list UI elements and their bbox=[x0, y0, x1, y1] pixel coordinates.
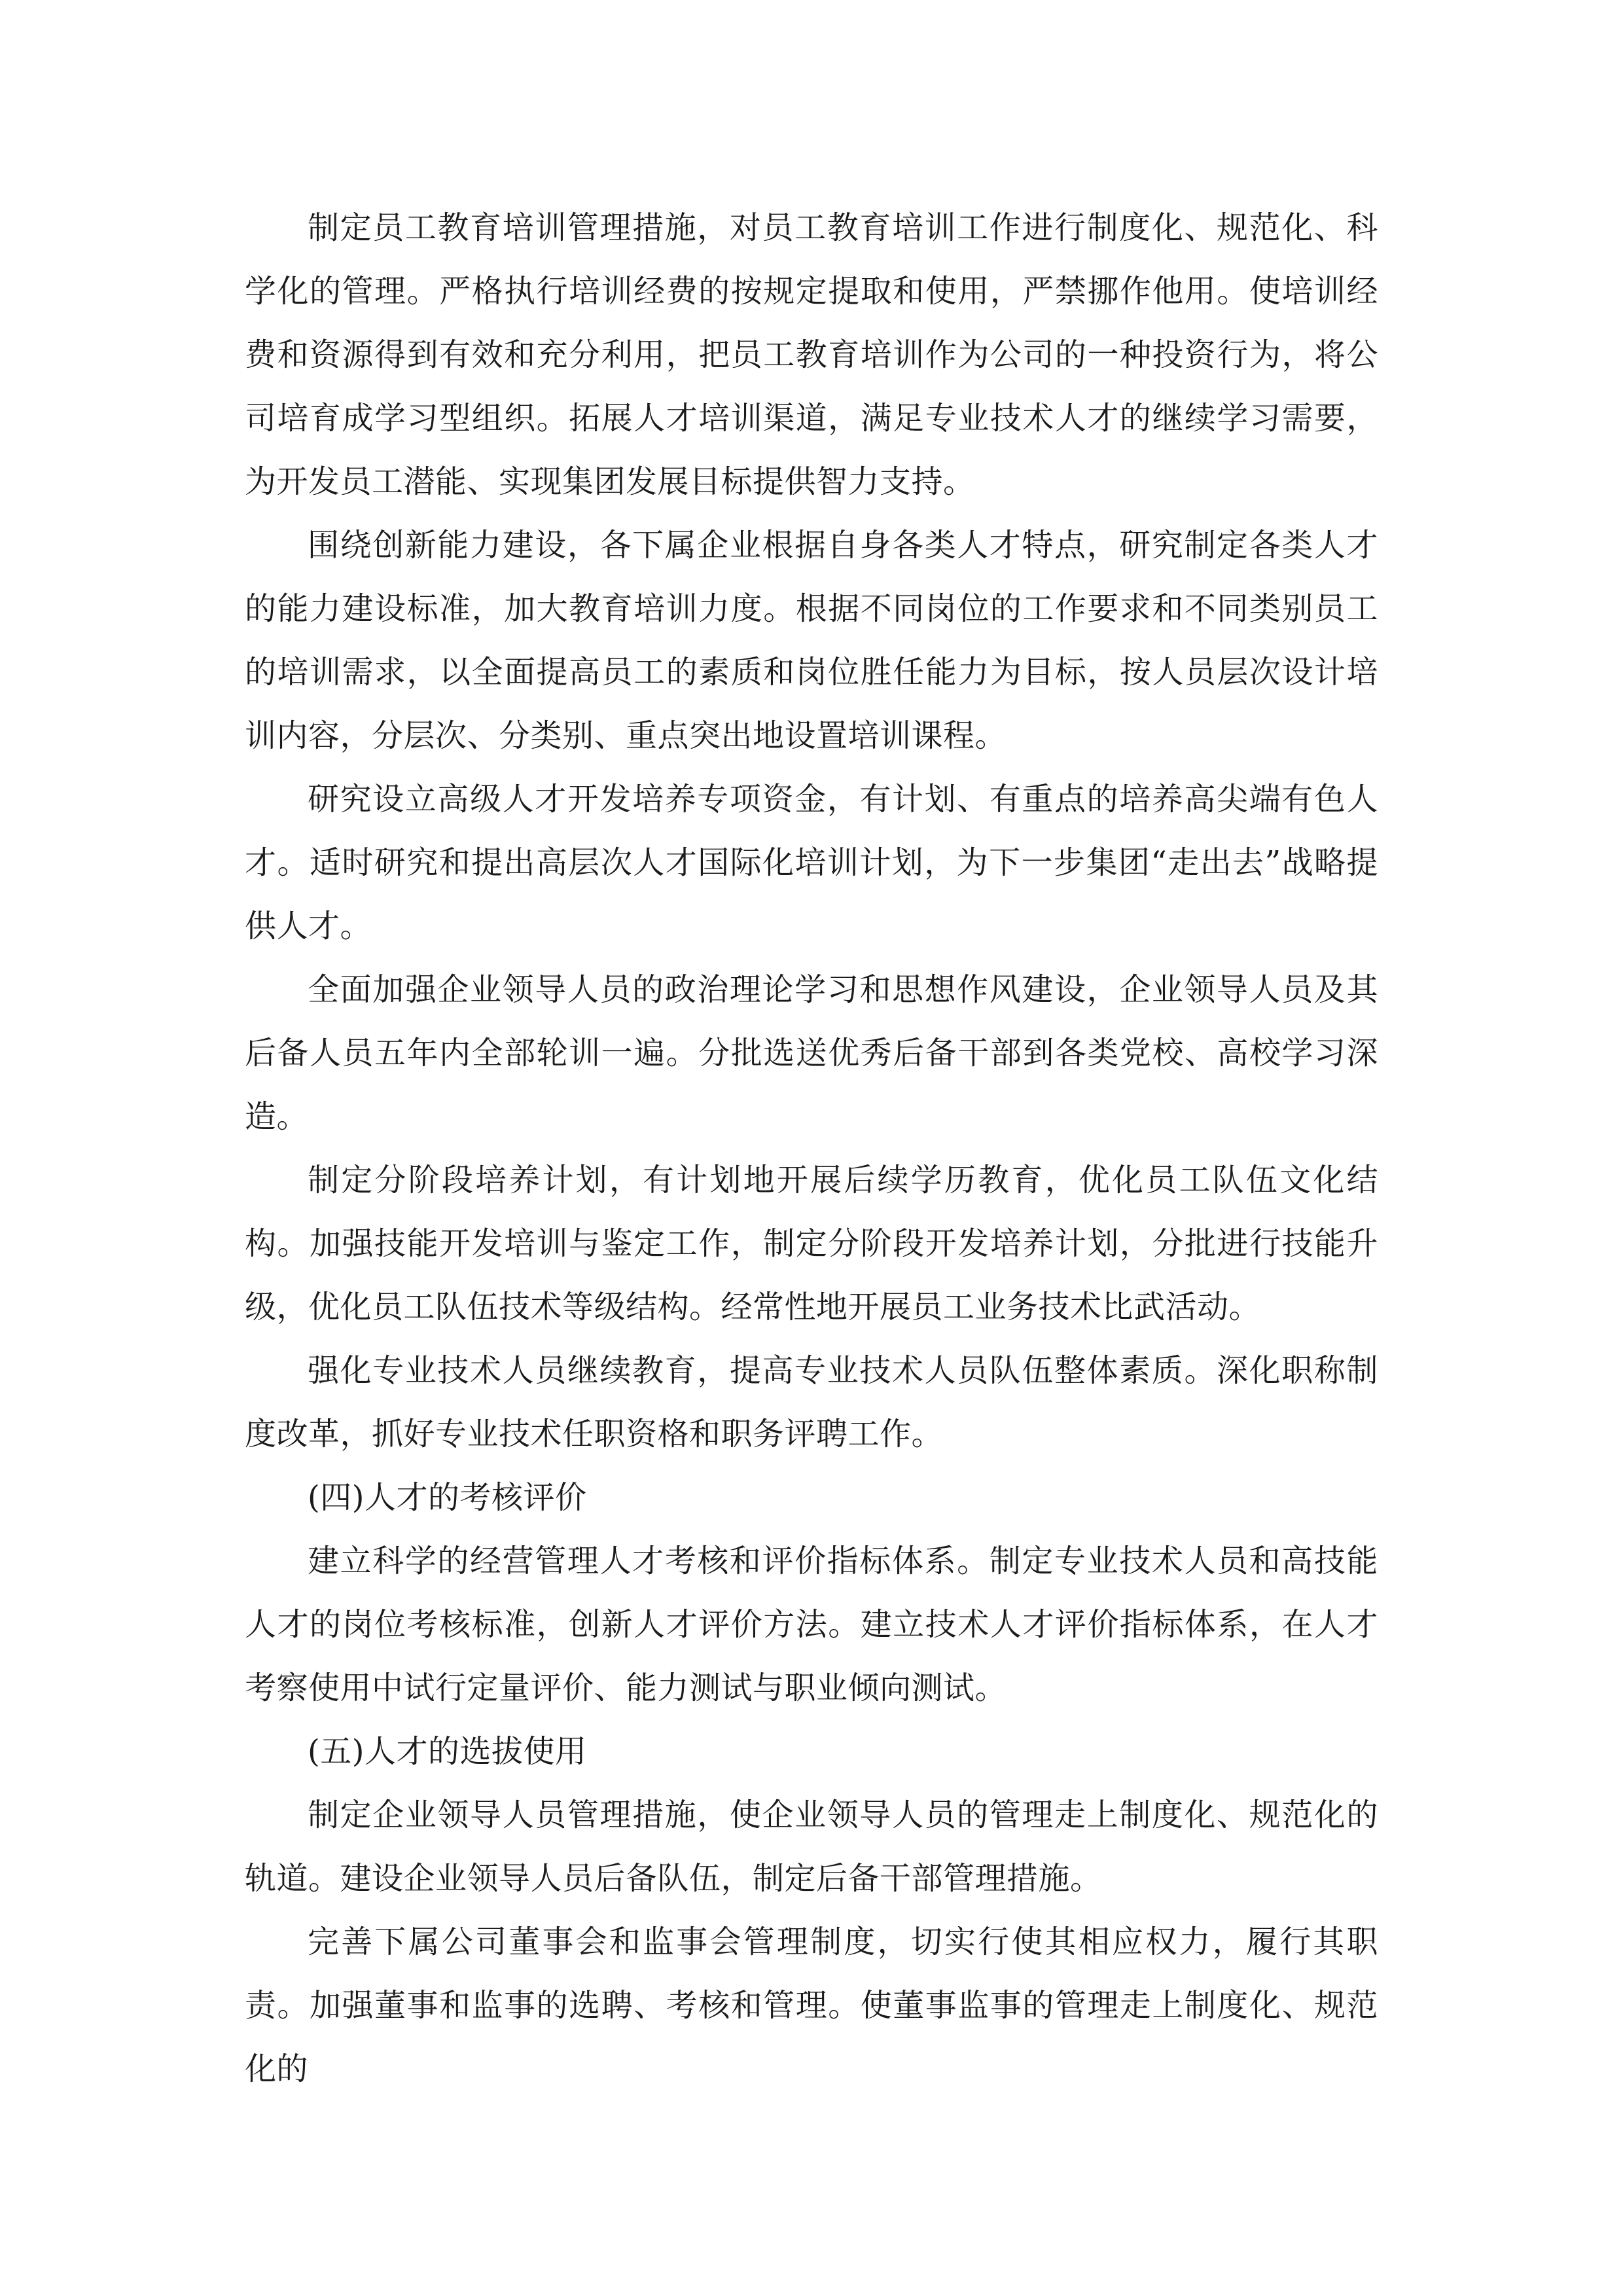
section-heading-selection: (五)人才的选拔使用 bbox=[308, 1733, 587, 1770]
paragraph-innovation-capacity: 围绕创新能力建设，各下属企业根据自身各类人才特点，研究制定各类人才的能力建设标准，加大教育培训力度。根据不同岗位的工作要求和不同类别员工的培训需求，以全面提高员工的素质和岗位胜任能力为目标，按人员层次设计培训内容，分层次、分类别、重点突出地设置培训课程。 bbox=[245, 527, 1378, 754]
paragraph-training-measures: 制定员工教育培训管理措施，对员工教育培训工作进行制度化、规范化、科学化的管理。严格执行培训经费的按规定提取和使用，严禁挪作他用。使培训经费和资源得到有效和充分利用，把员工教育培训作为公司的一种投资行为，将公司培育成学习型组织。拓展人才培训渠道，满足专业技术人才的继续学习需要，为开发员工潜能、实现集团发展目标提供智力支持。 bbox=[245, 209, 1378, 500]
paragraph-leadership-training: 全面加强企业领导人员的政治理论学习和思想作风建设，企业领导人员及其后备人员五年内全部轮训一遍。分批选送优秀后备干部到各类党校、高校学习深造。 bbox=[245, 971, 1378, 1135]
paragraph-assessment-system: 建立科学的经营管理人才考核和评价指标体系。制定专业技术人员和高技能人才的岗位考核标准，创新人才评价方法。建立技术人才评价指标体系，在人才考察使用中试行定量评价、能力测试与职业倾向测试。 bbox=[245, 1543, 1378, 1706]
section-heading-assessment: (四)人才的考核评价 bbox=[308, 1479, 587, 1516]
paragraph-leader-management: 制定企业领导人员管理措施，使企业领导人员的管理走上制度化、规范化的轨道。建设企业领导人员后备队伍，制定后备干部管理措施。 bbox=[245, 1797, 1378, 1897]
document-body bbox=[245, 196, 1378, 2101]
paragraph-senior-talent-fund: 研究设立高级人才开发培养专项资金，有计划、有重点的培养高尖端有色人才。适时研究和提出高层次人才国际化培训计划，为下一步集团“走出去”战略提供人才。 bbox=[245, 781, 1378, 944]
paragraph-staged-training-plan: 制定分阶段培养计划，有计划地开展后续学历教育，优化员工队伍文化结构。加强技能开发培训与鉴定工作，制定分阶段开发培养计划，分批进行技能升级，优化员工队伍技术等级结构。经常性地开展员工业务技术比武活动。 bbox=[245, 1162, 1378, 1325]
paragraph-board-supervision: 完善下属公司董事会和监事会管理制度，切实行使其相应权力，履行其职责。加强董事和监事的选聘、考核和管理。使董事监事的管理走上制度化、规范化的 bbox=[245, 1924, 1378, 2087]
paragraph-continuing-education: 强化专业技术人员继续教育，提高专业技术人员队伍整体素质。深化职称制度改革，抓好专业技术任职资格和职务评聘工作。 bbox=[245, 1352, 1378, 1452]
